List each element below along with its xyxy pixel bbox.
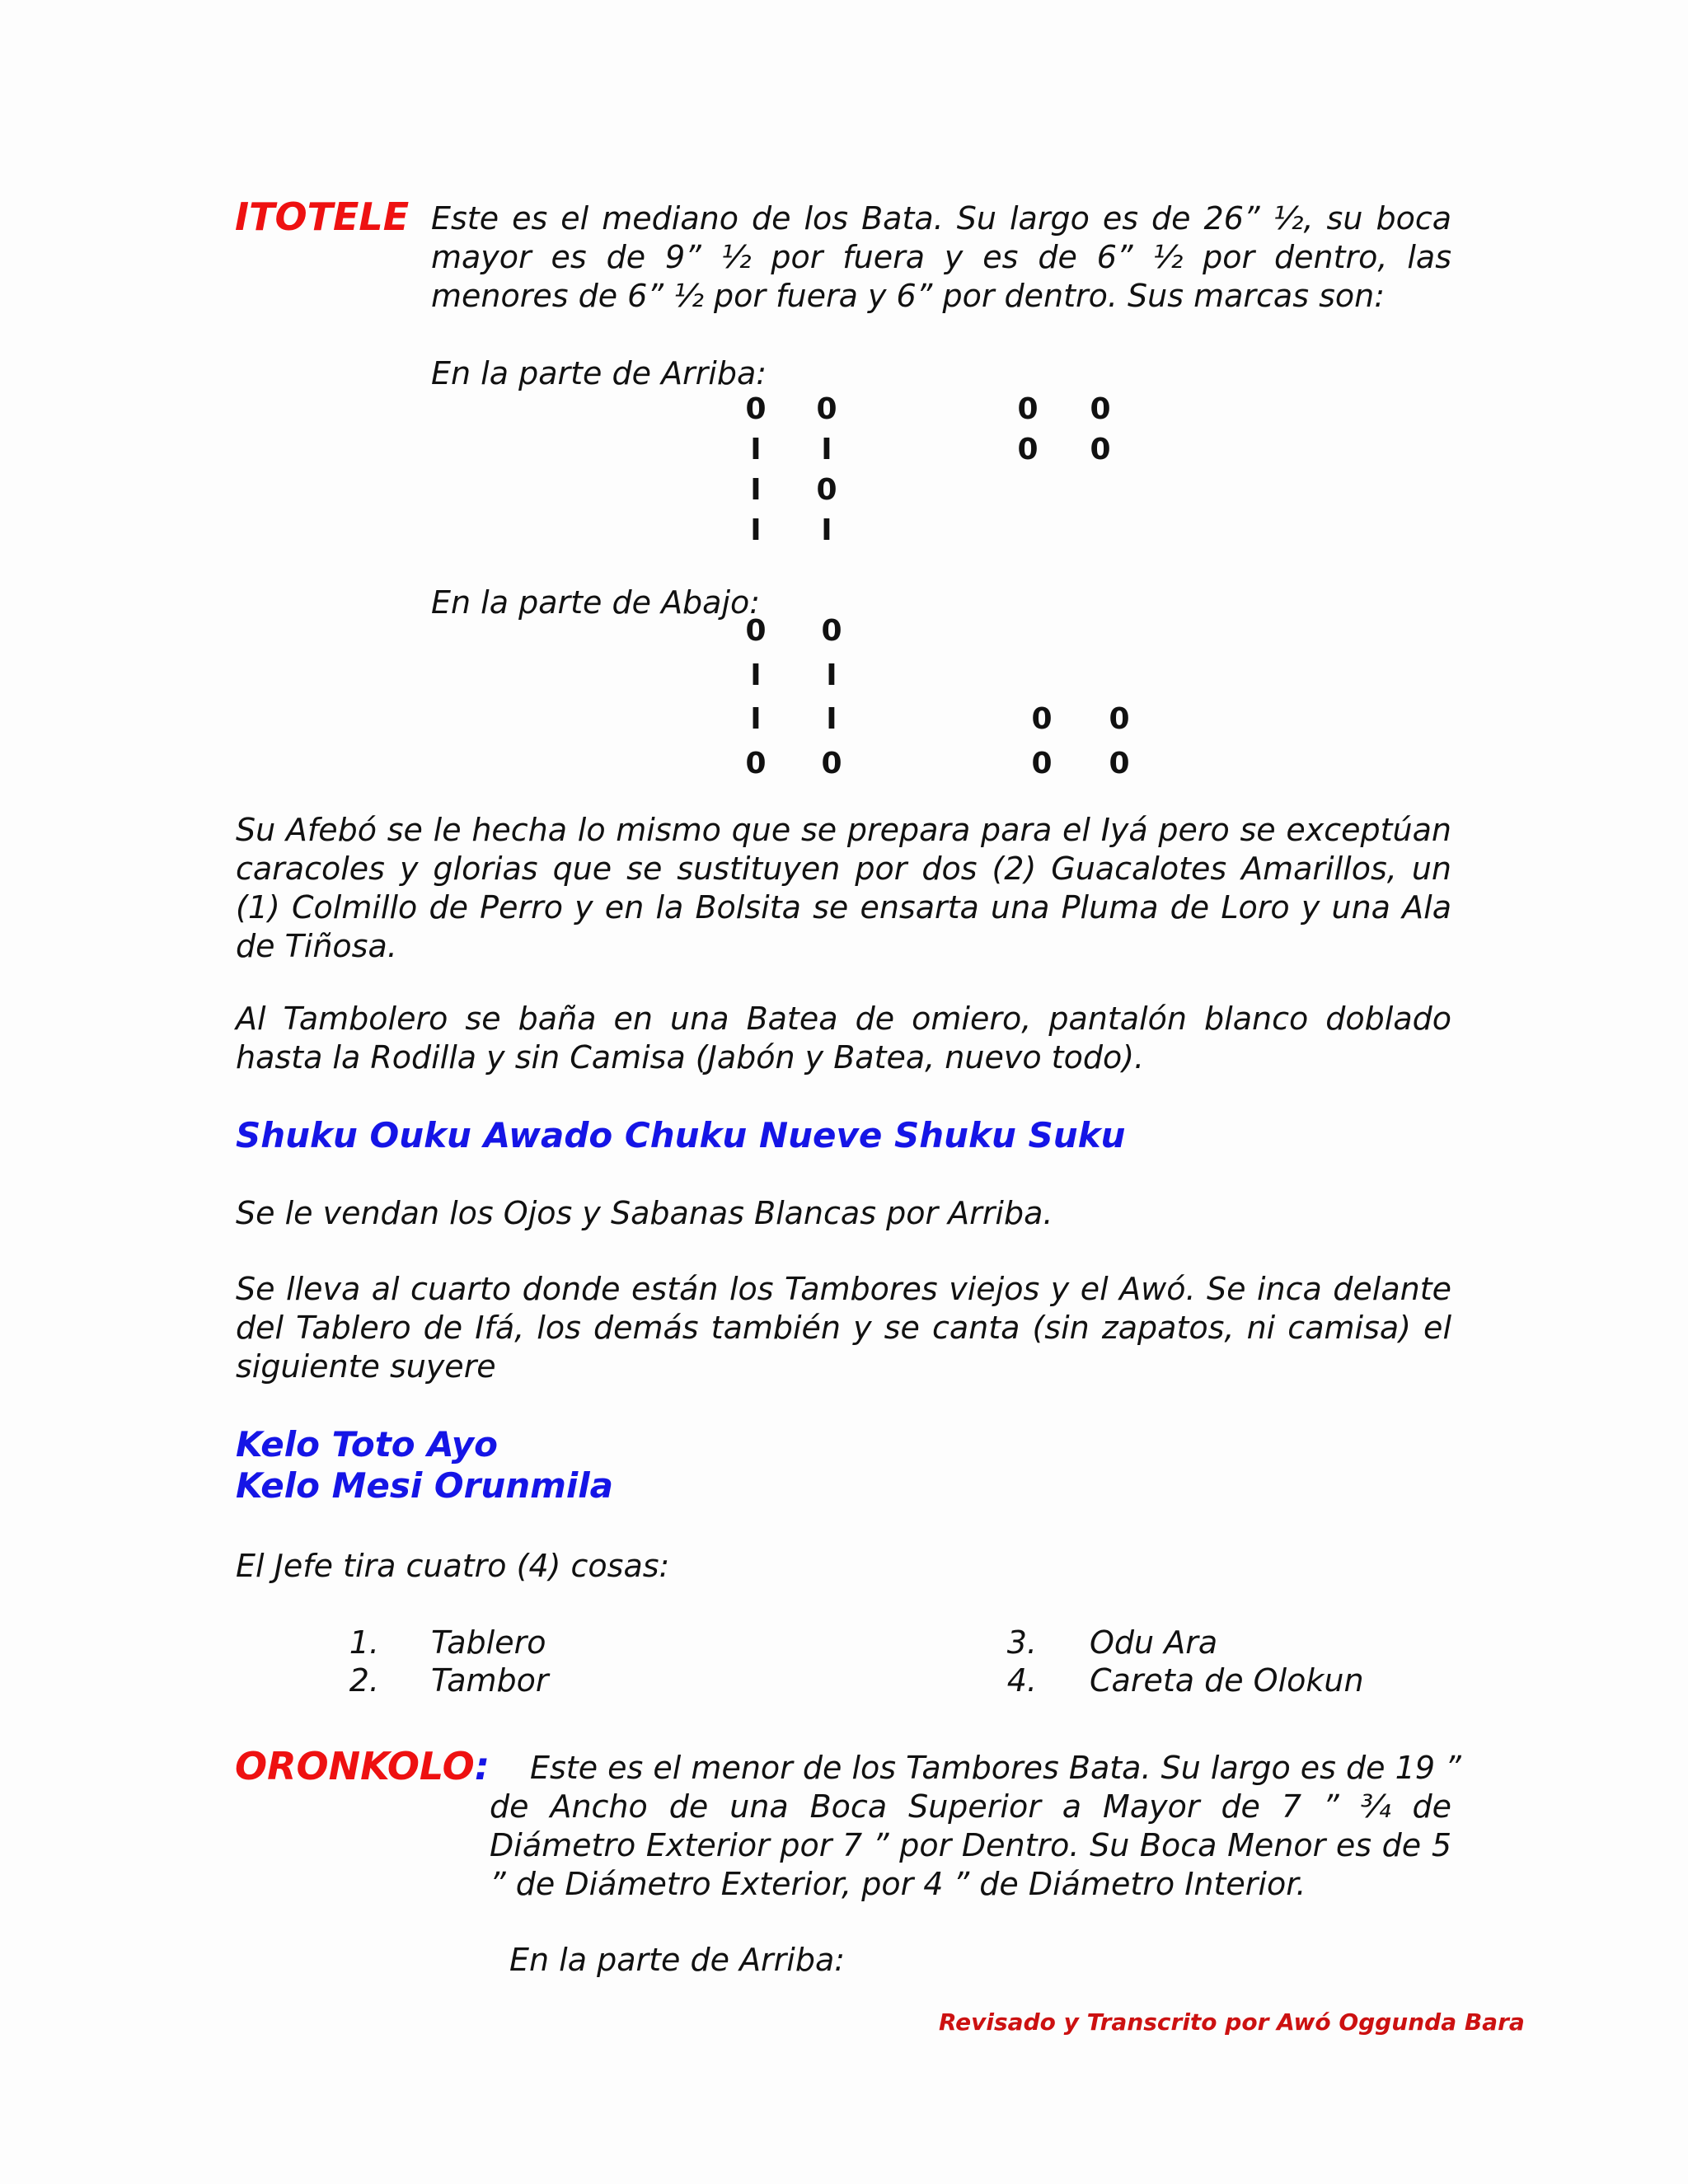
oronkolo-title: ORONKOLO <box>235 1744 475 1788</box>
drum-mark: I <box>826 702 837 736</box>
list-item-number: 1. <box>349 1624 379 1661</box>
page-footer: Revisado y Transcrito por Awó Oggunda Bara <box>939 2008 1525 2036</box>
drum-mark: 0 <box>1031 747 1053 780</box>
list-item-text: Tambor <box>431 1662 549 1699</box>
drum-mark: 0 <box>821 747 842 780</box>
chant-shuku: Shuku Ouku Awado Chuku Nueve Shuku Suku <box>236 1115 1126 1155</box>
list-item-number: 3. <box>1006 1624 1037 1661</box>
drum-mark: 0 <box>1109 702 1130 736</box>
chant-kelo-line1: Kelo Toto Ayo <box>236 1424 498 1465</box>
drum-mark: 0 <box>1031 702 1053 736</box>
afebo-paragraph: Su Afebó se le hecha lo mismo que se prepara para el Iyá pero se exceptúan caracoles y glorias que se sustituyen por dos (2) Guacalotes Amarillos, un (1) Colmillo de Perro y en la Bolsita se ensarta una Pluma de Loro y una Ala de Tiñosa. <box>236 812 1451 964</box>
cuarto-paragraph: Se lleva al cuarto donde están los Tambores viejos y el Awó. Se inca delante del Tablero de Ifá, los demás también y se canta (sin zapatos, ni camisa) el siguiente suyere <box>236 1271 1451 1385</box>
itotele-arriba-label: En la parte de Arriba: <box>431 355 767 391</box>
drum-mark: 0 <box>745 614 767 648</box>
oronkolo-colon: : <box>474 1744 490 1788</box>
drum-mark: 0 <box>1090 433 1111 466</box>
drum-mark: 0 <box>1109 747 1130 780</box>
drum-mark: 0 <box>816 392 837 426</box>
drum-mark: 0 <box>816 473 837 507</box>
drum-mark: I <box>821 433 832 466</box>
list-item-text: Odu Ara <box>1090 1624 1218 1661</box>
vendan-paragraph: Se le vendan los Ojos y Sabanas Blancas por Arriba. <box>236 1195 1053 1231</box>
drum-mark: 0 <box>1017 433 1039 466</box>
tambolero-paragraph: Al Tambolero se baña en una Batea de omiero, pantalón blanco doblado hasta la Rodilla y sin Camisa (Jabón y Batea, nuevo todo). <box>236 1001 1451 1076</box>
drum-mark: 0 <box>821 614 842 648</box>
oronkolo-heading <box>235 1746 490 1787</box>
itotele-abajo-label: En la parte de Abajo: <box>431 584 761 621</box>
drum-mark: I <box>750 513 762 547</box>
oronkolo-arriba-label: En la parte de Arriba: <box>509 1942 846 1978</box>
drum-mark: I <box>750 433 762 466</box>
list-item-number: 4. <box>1006 1662 1037 1699</box>
oronkolo-description-first-line: Este es el menor de los Tambores Bata. Su largo es de 19 ” <box>530 1750 1461 1786</box>
drum-mark: I <box>750 702 762 736</box>
list-item-text: Careta de Olokun <box>1090 1662 1364 1699</box>
drum-mark: 0 <box>745 392 767 426</box>
oronkolo-description: de Ancho de una Boca Superior a Mayor de 7 ” ¾ de Diámetro Exterior por 7 ” por Dentro. Su Boca Menor es de 5 ” de Diámetro Exterior, por 4 ” de Diámetro Interior. <box>490 1788 1451 1902</box>
list-item-number: 2. <box>349 1662 379 1699</box>
drum-mark: I <box>826 658 837 692</box>
itotele-heading: ITOTELE <box>235 194 410 239</box>
jefe-paragraph: El Jefe tira cuatro (4) cosas: <box>236 1548 670 1584</box>
drum-mark: I <box>750 658 762 692</box>
list-item-text: Tablero <box>431 1624 546 1661</box>
itotele-description: Este es el mediano de los Bata. Su largo es de 26” ½, su boca mayor es de 9” ½ por fuera y es de 6” ½ por dentro, las menores de 6” ½ por fuera y 6” por dentro. Sus marcas son: <box>431 200 1451 314</box>
drum-mark: I <box>750 473 762 507</box>
drum-mark: 0 <box>1017 392 1039 426</box>
chant-kelo-line2: Kelo Mesi Orunmila <box>236 1465 614 1506</box>
drum-mark: I <box>821 513 832 547</box>
drum-mark: 0 <box>1090 392 1111 426</box>
drum-mark: 0 <box>745 747 767 780</box>
